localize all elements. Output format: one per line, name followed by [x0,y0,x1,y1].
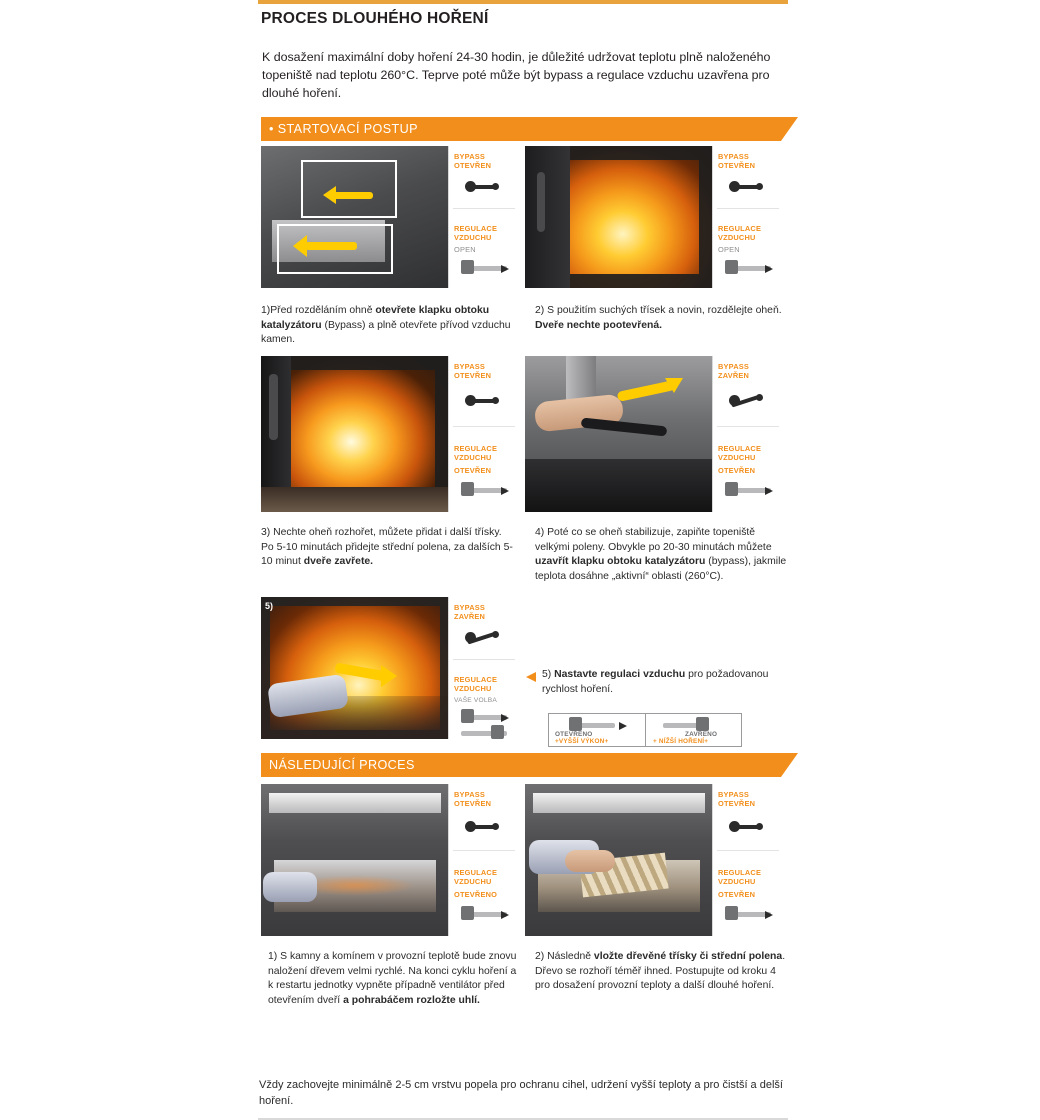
step-1-caption-c: (Bypass) a plně otevřete přívod vzduchu kamen. [261,319,511,345]
section-banner-next-label: NÁSLEDUJÍCÍ PROCES [269,758,415,772]
step-4-photo [525,356,713,512]
regulace-label-n2a: REGULACE [718,868,762,877]
regulace-state-2: OPEN [718,245,740,254]
regulace-state-3: OTEVŘEN [454,466,492,475]
bypass-lever-icon-3 [465,394,499,407]
air-slider-icon-5b [461,725,507,739]
regulation-open-line1: OTEVŘENO [555,731,593,738]
regulace-label-1a: REGULACE [454,224,498,233]
step-1-caption-b: otevřete klapku obtoku katalyzátoru [261,305,490,331]
step-3-caption-b: dveře zavřete. [303,556,374,567]
regulation-open-line2: +VYŠŠÍ VÝKON+ [555,738,609,745]
step-2-figure [525,146,783,288]
step-2-caption [535,304,790,333]
regulace-state-1: OPEN [454,245,476,254]
regulace-label-n2b: VZDUCHU [718,877,756,886]
bypass-lever-icon-n2 [729,820,763,833]
step-1-photo [261,146,449,288]
step-4-caption [535,526,790,584]
page-title: PROCES DLOUHÉHO HOŘENÍ [261,10,489,27]
step-5-photo-number: 5) [265,601,274,611]
regulace-label-1b: VZDUCHU [454,233,492,242]
bypass-state-1: OTEVŘEN [454,161,492,170]
step-2-caption-a: 2) S použitím suchých třísek a novin, rozdělejte oheň. [535,305,782,316]
bypass-label-2: BYPASS [718,152,750,161]
section-banner-start [261,117,781,141]
step-5-caption-a: 5) [542,669,555,680]
regulace-label-2a: REGULACE [718,224,762,233]
next-1-caption [268,950,520,1008]
regulace-label-4a: REGULACE [718,444,762,453]
regulace-state-n2: OTEVŘEN [718,890,756,899]
regulation-closed-line2: + NÍŽŠÍ HOŘENÍ+ [653,738,709,745]
step-4-caption-c: (bypass), jakmile teplota dosáhne „aktivní“ oblasti (260°C). [535,556,787,582]
regulace-label-3a: REGULACE [454,444,498,453]
detail-callout-box-1 [301,160,397,218]
section-banner-next [261,753,781,777]
bypass-state-n1: OTEVŘEN [454,799,492,808]
bypass-state-n2: OTEVŘEN [718,799,756,808]
bypass-state-3: OTEVŘEN [454,371,492,380]
regulace-label-2b: VZDUCHU [718,233,756,242]
regulation-closed-line1: ZAVŘENO [685,731,718,738]
next-1-caption-a: 1) S kamny a komínem v provozní teplotě bude znovu naložení dřevem velmi rychlé. Na konci cyklu hoření a k restartu jednotky vypněte případně ventilátor před otevřením dveří [268,951,517,1006]
step-5-figure [261,597,519,739]
step-5-caption-c: pro požadovanou rychlost hoření. [542,669,769,695]
step-4-state-panel [712,356,783,512]
top-rule [258,0,788,4]
step-2-caption-b: Dveře nechte pootevřená. [535,319,663,331]
orange-pointer-icon [526,672,540,682]
regulation-closed-cell [645,714,741,746]
next-2-photo [525,784,713,936]
bypass-lever-icon-1 [465,180,499,193]
step-4-caption-a: 4) Poté co se oheň stabilizuje, zapiňte topeniště velkými poleny. Obvykle po 20-30 minutách můžete [535,527,772,553]
next-1-caption-b: a pohrabáčem rozložte uhlí. [343,994,480,1006]
footnote: Vždy zachovejte minimálně 2-5 cm vrstvu popela pro ochranu cihel, udržení vyšší teploty a pro čistší a delší hoření. [259,1079,783,1107]
regulace-state-5: VAŠE VOLBA [454,697,497,704]
bypass-state-5: ZAVŘEN [454,612,486,621]
step-5-state-panel [448,597,519,739]
bypass-label-n2: BYPASS [718,790,750,799]
intro-paragraph: K dosažení maximální doby hoření 24-30 hodin, je důležité udržovat teplotu plně naloženého topeniště nad teplotu 260°C. Teprve poté může být bypass a regulace vzduchu uzavřena pro dlouhé hoření. [262,50,771,100]
next-2-state-panel [712,784,783,936]
step-1-state-panel [448,146,519,288]
regulace-label-n1b: VZDUCHU [454,877,492,886]
regulace-label-5a: REGULACE [454,675,498,684]
hand-icon-n2 [565,850,615,872]
regulace-state-n1: OTEVŘENO [454,890,498,899]
next-2-caption-b: vložte dřevěné třísky či střední polena [593,951,783,962]
step-2-state-panel [712,146,783,288]
air-slider-open-icon [569,717,615,731]
bypass-label-n1: BYPASS [454,790,486,799]
bypass-label-5: BYPASS [454,603,486,612]
next-1-state-panel [448,784,519,936]
next-1-figure [261,784,519,936]
regulation-open-cell [549,714,646,746]
bypass-lever-icon-2 [729,180,763,193]
regulace-label-5b: VZDUCHU [454,684,492,693]
bypass-state-4: ZAVŘEN [718,371,750,380]
step-2-photo [525,146,713,288]
air-slider-closed-icon [663,717,709,731]
step-1-caption-a: 1)Před rozděláním ohně [261,305,376,316]
regulation-compare-box [548,713,742,747]
regulace-label-n1a: REGULACE [454,868,498,877]
bypass-lever-icon-4 [729,394,763,407]
regulace-state-4: OTEVŘEN [718,466,756,475]
bypass-state-2: OTEVŘEN [718,161,756,170]
step-5-caption [542,668,794,697]
next-2-caption-a: 2) Následně [535,951,594,962]
regulace-label-3b: VZDUCHU [454,453,492,462]
step-4-caption-b: uzavřít klapku obtoku katalyzátoru [535,556,706,567]
bypass-lever-icon-5 [465,631,499,644]
glove-icon-n1 [263,872,317,902]
step-4-figure [525,356,783,512]
step-3-caption-a: 3) Nechte oheň rozhořet, můžete přidat i další třísky. Po 5-10 minutách přidejte střední polena, za dalších 5-10 minut [261,527,513,567]
bypass-label-4: BYPASS [718,362,750,371]
section-banner-start-label: • STARTOVACÍ POSTUP [269,122,418,136]
step-3-state-panel [448,356,519,512]
next-2-figure [525,784,783,936]
regulace-label-4b: VZDUCHU [718,453,756,462]
step-3-photo [261,356,449,512]
step-1-figure [261,146,519,288]
step-3-figure [261,356,519,512]
bypass-label-3: BYPASS [454,362,486,371]
step-3-caption [261,526,517,570]
step-5-photo [261,597,449,739]
bypass-label-1: BYPASS [454,152,486,161]
next-2-caption-c: . Dřevo se rozhoří téměř ihned. Postupujte od kroku 4 pro dosažení provozní teploty a další dlouhé hoření. [535,951,786,991]
step-5-caption-b: Nastavte regulaci vzduchu [554,669,686,680]
next-1-photo [261,784,449,936]
next-2-caption [535,950,790,994]
bypass-lever-icon-n1 [465,820,499,833]
step-1-caption [261,304,523,348]
